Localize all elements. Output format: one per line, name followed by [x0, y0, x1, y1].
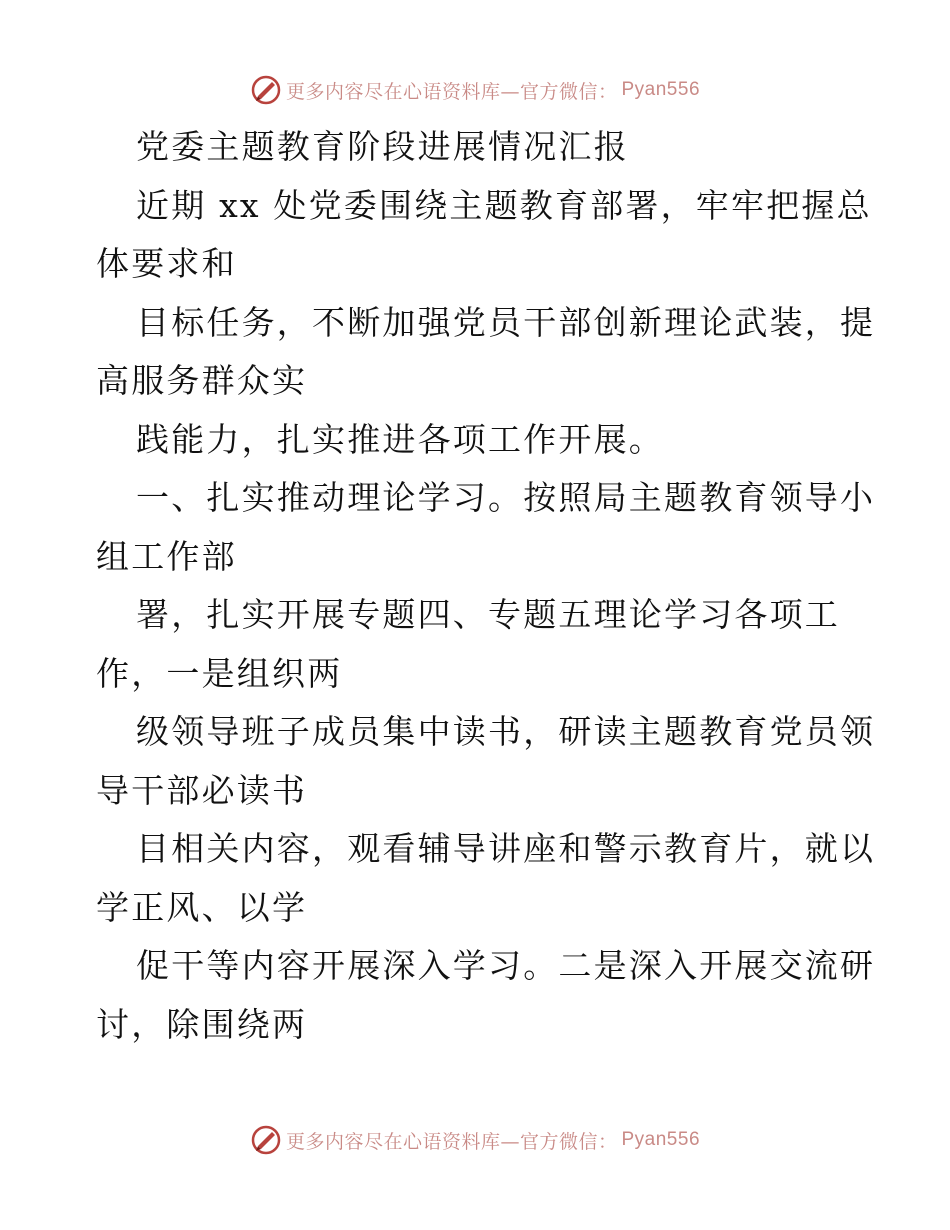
text-line: 组工作部 — [96, 536, 237, 576]
watermark-text: 更多内容尽在心语资料库—官方微信： — [285, 80, 618, 103]
header-watermark — [0, 72, 950, 108]
text-line: 学正风、以学 — [96, 887, 308, 927]
text-line: 级领导班子成员集中读书，研读主题教育党员领 — [136, 712, 876, 751]
text-line: 署，扎实开展专题四、专题五理论学习各项工 — [136, 595, 840, 634]
footer-watermark — [0, 1122, 950, 1158]
pen-logo-icon — [250, 74, 282, 106]
document-body — [96, 118, 876, 1054]
text-line: 讨，除围绕两 — [96, 1004, 308, 1044]
watermark-wechat-id: Pyan556 — [621, 79, 701, 100]
text-line: 践能力，扎实推进各项工作开展。 — [136, 419, 664, 459]
text-line: 促干等内容开展深入学习。二是深入开展交流研 — [136, 946, 876, 985]
text-line: 导干部必读书 — [96, 770, 308, 810]
text-line: 目相关内容，观看辅导讲座和警示教育片，就以 — [136, 829, 876, 868]
text-line: 体要求和 — [96, 244, 237, 283]
text-line: 目标任务，不断加强党员干部创新理论武装，提 — [136, 302, 876, 342]
text-line: 高服务群众实 — [96, 361, 308, 400]
document-title: 党委主题教育阶段进展情况汇报 — [136, 127, 629, 166]
watermark-wechat-id: Pyan556 — [621, 1129, 701, 1150]
pen-logo-icon — [250, 1124, 282, 1156]
text-line: 一、扎实推动理论学习。按照局主题教育领导小 — [136, 478, 876, 517]
text-line: 作，一是组织两 — [96, 653, 343, 693]
watermark-text: 更多内容尽在心语资料库—官方微信： — [285, 1130, 618, 1153]
text-line: 近期 xx 处党委围绕主题教育部署，牢牢把握总 — [136, 185, 872, 225]
